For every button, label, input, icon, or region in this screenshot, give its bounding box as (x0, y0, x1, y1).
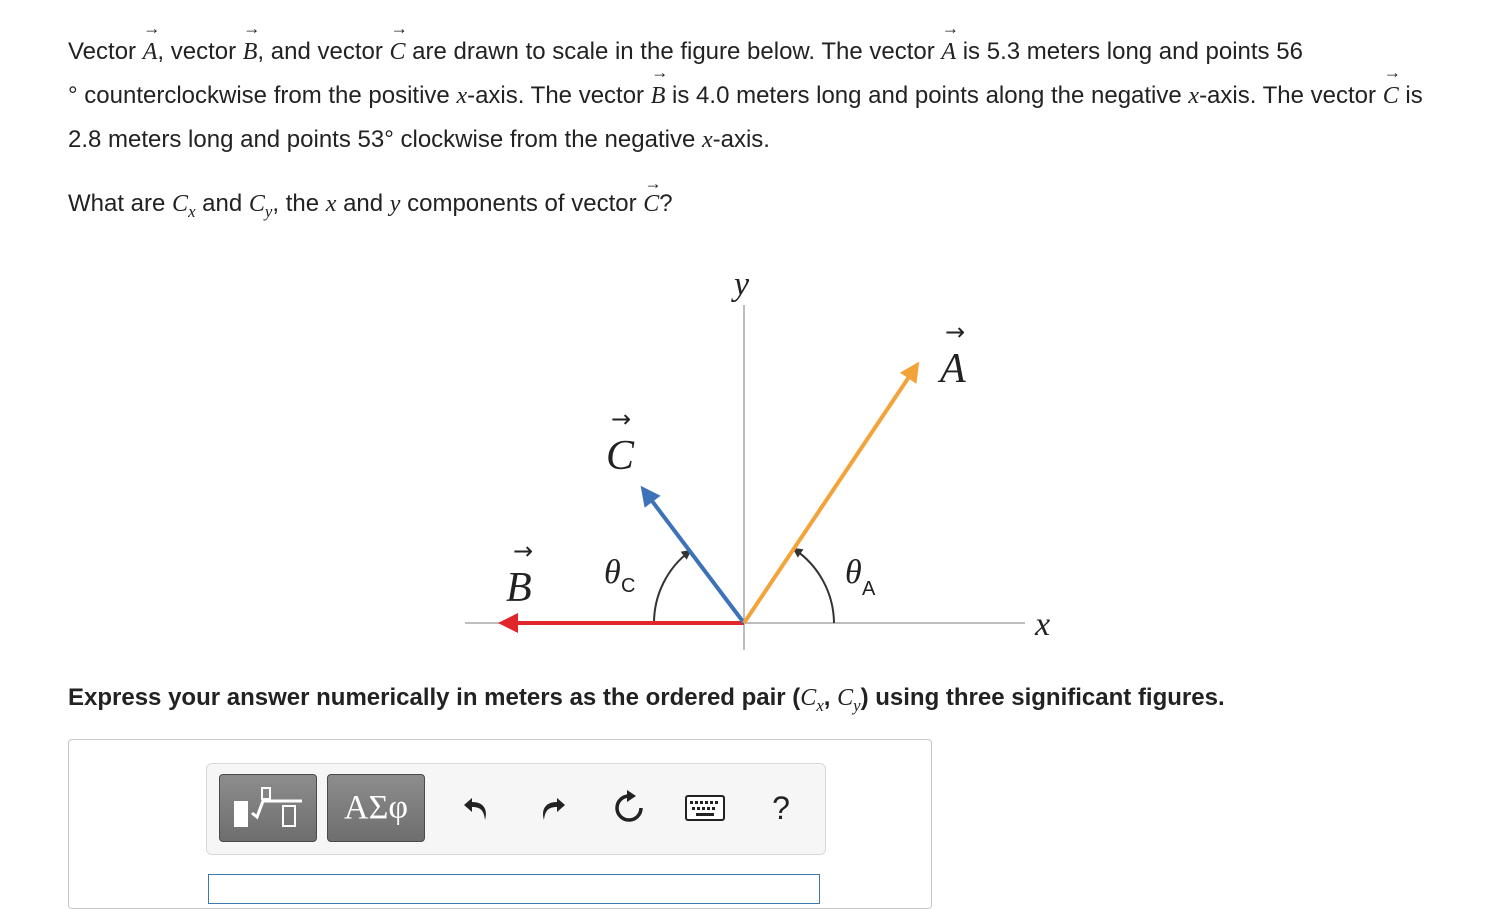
undo-icon (460, 792, 492, 824)
arrow-accent-icon: → (945, 318, 966, 346)
text-fragment: -axis. The vector (1199, 82, 1383, 109)
Cy-symbol: C (248, 191, 265, 217)
text-fragment: and (336, 190, 390, 217)
text-fragment: ? (659, 190, 673, 217)
text-fragment: , the (272, 190, 326, 217)
arrow-accent-icon: → (513, 537, 534, 565)
text-fragment: ) using three significant figures. (860, 684, 1225, 711)
svg-text:C: C (621, 575, 636, 597)
label-C (606, 405, 635, 479)
theta-A-arc (794, 549, 834, 623)
text-fragment: components of vector (400, 190, 644, 217)
x-variable: x (1188, 83, 1200, 109)
x-variable: x (701, 127, 713, 153)
question-text (68, 186, 673, 230)
subscript: x (188, 201, 196, 221)
text-fragment: is 2.8 meters long and points 53 (68, 82, 1423, 153)
symbols-button[interactable]: ΑΣφ (327, 774, 425, 842)
keyboard-button[interactable] (681, 784, 729, 832)
label-A (937, 318, 966, 392)
x-variable: x (456, 83, 468, 109)
svg-text:A: A (862, 578, 876, 600)
arrow-accent-icon: → (611, 405, 632, 433)
text-fragment: is 4.0 meters long and points along the negative (665, 82, 1189, 109)
templates-button[interactable] (219, 774, 317, 842)
vector-A-symbol: A → (941, 31, 956, 74)
x-axis-label: x (1035, 606, 1051, 643)
text-fragment: , and vector (257, 38, 390, 65)
vector-A-arrow (744, 365, 917, 623)
svg-text:B: B (506, 565, 532, 611)
text-fragment: -axis. (712, 126, 770, 153)
vector-C-arrow (643, 489, 744, 623)
problem-statement (68, 30, 1458, 162)
vector-diagram (440, 255, 1060, 665)
y-axis-label: y (734, 266, 750, 303)
answer-input[interactable] (208, 874, 820, 904)
reset-button[interactable] (605, 784, 653, 832)
svg-text:A: A (940, 346, 966, 392)
x-variable: x (325, 191, 337, 217)
math-input-toolbar (206, 763, 826, 855)
svg-text:θ: θ (604, 554, 621, 591)
text-fragment: , (823, 684, 838, 711)
subscript: x (816, 695, 824, 715)
undo-button[interactable] (452, 784, 500, 832)
subscript: y (853, 695, 861, 715)
label-B (506, 537, 533, 611)
help-button[interactable] (757, 784, 805, 832)
redo-icon (537, 792, 569, 824)
text-fragment: , vector (157, 38, 243, 65)
vector-C-symbol: C → (390, 31, 406, 74)
degree-symbol: ° (384, 126, 394, 153)
Cx-symbol: C (800, 685, 817, 711)
vector-B-symbol: B → (651, 75, 666, 118)
svg-text:C: C (606, 433, 635, 479)
help-icon: ? (772, 789, 790, 826)
degree-symbol: ° (68, 82, 78, 109)
Cx-symbol: C (172, 191, 189, 217)
vector-A-symbol: A → (143, 31, 158, 74)
theta-A-label (845, 554, 876, 600)
vector-C-symbol: C → (1383, 75, 1399, 118)
theta-C-label (604, 554, 635, 597)
reset-icon (611, 790, 647, 826)
keyboard-icon (685, 795, 725, 821)
text-fragment: clockwise from the negative (393, 126, 702, 153)
text-fragment: -axis. The vector (467, 82, 651, 109)
text-fragment: counterclockwise from the positive (77, 82, 457, 109)
text-fragment: What are (68, 190, 173, 217)
templates-icon (228, 783, 308, 833)
text-fragment: are drawn to scale in the figure below. The vector (405, 38, 942, 65)
svg-text:θ: θ (845, 554, 862, 591)
text-fragment: and (195, 190, 249, 217)
text-fragment: Express your answer numerically in meters as the ordered pair ( (68, 684, 801, 711)
text-fragment: Vector (68, 38, 143, 65)
vector-B-symbol: B → (243, 31, 258, 74)
y-variable: y (389, 191, 401, 217)
subscript: y (264, 201, 273, 221)
redo-button[interactable] (529, 784, 577, 832)
theta-C-arc (654, 551, 690, 623)
Cy-symbol: C (837, 685, 854, 711)
answer-instructions (68, 680, 1225, 724)
text-fragment: is 5.3 meters long and points 56 (956, 38, 1303, 65)
vector-C-symbol: C → (643, 186, 659, 222)
